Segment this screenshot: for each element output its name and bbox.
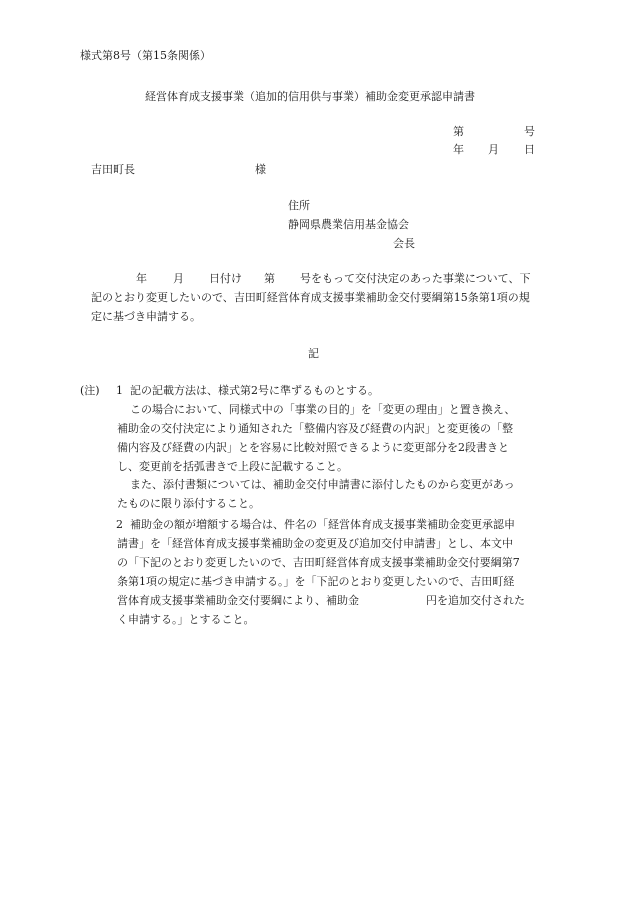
note-1-line-6: また、添付書類については、補助金交付申請書に添付したものから変更があっ — [130, 478, 515, 491]
body-date: 日付け — [209, 272, 242, 285]
note-2-line-4: 条第1項の規定に基づき申請する。」を「下記のとおり変更したいので、吉田町経 — [117, 575, 515, 588]
note-2-line-1: 補助金の額が増額する場合は、件名の「経営体育成支援事業補助金変更承認申 — [130, 518, 515, 531]
body-year: 年 — [136, 272, 147, 285]
note-2-number: 2 — [116, 518, 123, 531]
note-1-number: 1 — [116, 384, 123, 397]
body-line-3: 定に基づき申請する。 — [91, 310, 201, 323]
addressee-name: 吉田町長 — [91, 163, 135, 176]
applicant-title: 会長 — [393, 237, 415, 250]
note-1-line-7: たものに限り添付すること。 — [117, 497, 260, 510]
body-month: 月 — [173, 272, 184, 285]
addressee-honorific: 様 — [255, 163, 266, 176]
note-2-line-5b: 円を追加交付された — [426, 594, 525, 607]
note-1-line-4: 備内容及び経費の内訳」とを容易に比較対照できるように変更部分を2段書きと — [117, 441, 509, 454]
applicant-organization: 静岡県農業信用基金協会 — [288, 218, 409, 231]
body-line-1: 号をもって交付決定のあった事業について、下 — [300, 272, 531, 285]
note-1-line-3: 補助金の交付決定により通知された「整備内容及び経費の内訳」と変更後の「整 — [117, 422, 513, 435]
note-2-line-6: く申請する。」とすること。 — [117, 613, 255, 626]
document-title: 経営体育成支援事業（追加的信用供与事業）補助金変更承認申請書 — [145, 90, 475, 103]
date-year: 年 — [453, 143, 464, 156]
notes-label: (注) — [80, 384, 100, 397]
note-2-line-2: 請書」を「経営体育成支援事業補助金の変更及び追加交付申請書」とし、本文中 — [117, 537, 513, 550]
doc-number-dai: 第 — [453, 125, 464, 138]
body-line-2: 記のとおり変更したいので、吉田町経営体育成支援事業補助金交付要綱第15条第1項の規 — [91, 291, 530, 304]
ki-heading: 記 — [308, 347, 319, 360]
doc-number-gou: 号 — [524, 125, 535, 138]
note-1-line-5: し、変更前を括弧書きで上段に記載すること。 — [117, 460, 348, 473]
applicant-address-label: 住所 — [288, 199, 310, 212]
body-dai: 第 — [264, 272, 275, 285]
form-number: 様式第8号（第15条関係） — [80, 49, 211, 62]
note-2-line-3: の「下記のとおり変更したいので、吉田町経営体育成支援事業補助金交付要綱第7 — [117, 556, 520, 569]
date-day: 日 — [524, 143, 535, 156]
note-1-line-2: この場合において、同様式中の「事業の目的」を「変更の理由」と置き換え、 — [130, 403, 516, 416]
note-1-line-1: 記の記載方法は、様式第2号に準ずるものとする。 — [130, 384, 379, 397]
date-month: 月 — [488, 143, 499, 156]
note-2-line-5a: 営体育成支援事業補助金交付要綱により、補助金 — [117, 594, 359, 607]
